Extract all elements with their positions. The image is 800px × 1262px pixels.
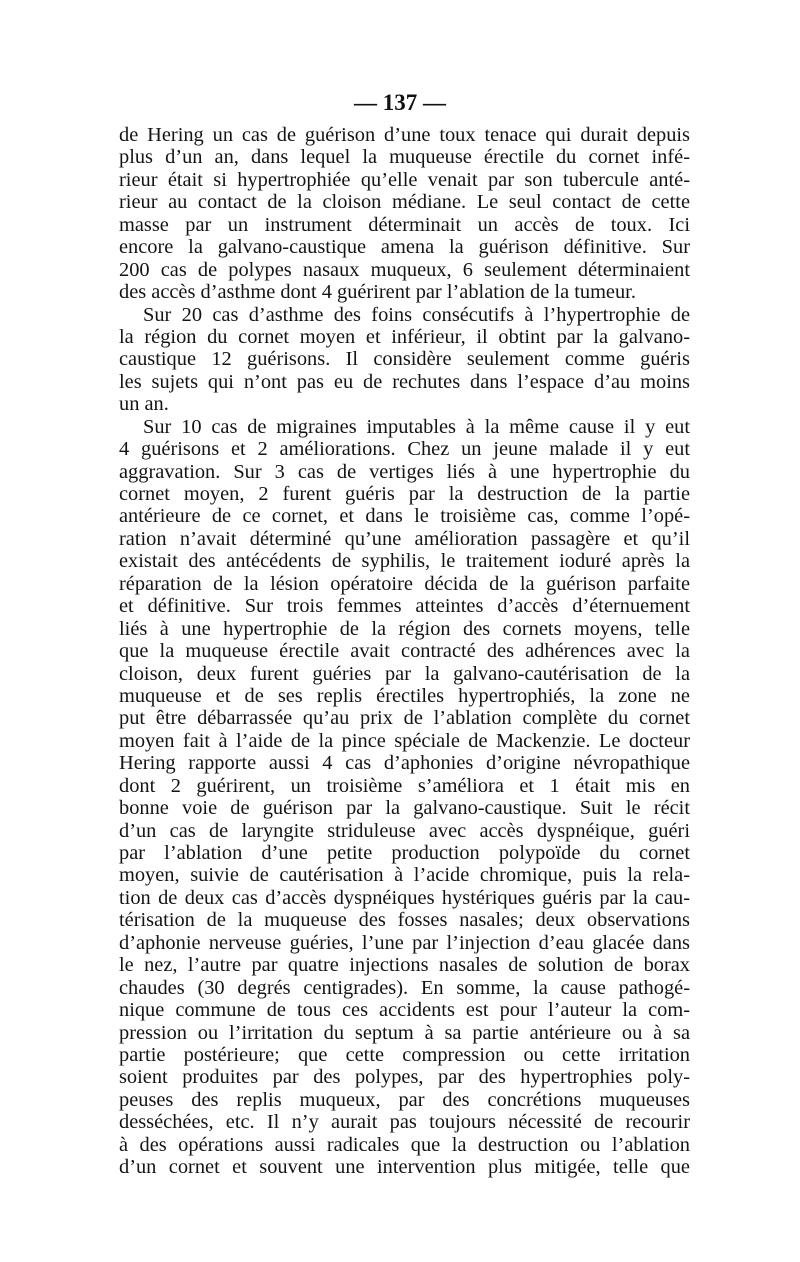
text-line: peuses des replis muqueux, par des concrétions muqueuses [119, 1088, 690, 1111]
text-line: tion de deux cas d’accès dyspnéiques hystériques guéris par la cau- [119, 886, 690, 909]
text-line: d’aphonie nerveuse guéries, l’une par l’injection d’eau glacée dans [119, 931, 690, 954]
text-line: 4 guérisons et 2 améliorations. Chez un jeune malade il y eut [119, 438, 690, 461]
text-line: d’un cornet et souvent une intervention plus mitigée, telle que [119, 1156, 690, 1179]
text-line: muqueuse et de ses replis érectiles hypertrophiés, la zone ne [119, 684, 690, 707]
text-line: d’un cas de laryngite striduleuse avec accès dyspnéique, guéri [119, 819, 690, 842]
text-line: réparation de la lésion opératoire décida de la guérison parfaite [119, 572, 690, 595]
text-line: plus d’un an, dans lequel la muqueuse érectile du cornet infé- [119, 146, 690, 169]
text-line: soient produites par des polypes, par des hypertrophies poly- [119, 1066, 690, 1089]
text-line: desséchées, etc. Il n’y aurait pas toujours nécessité de recourir [119, 1111, 690, 1134]
text-line: dont 2 guérirent, un troisième s’améliora et 1 était mis en [119, 774, 690, 797]
text-line: liés à une hypertrophie de la région des cornets moyens, telle [119, 617, 690, 640]
text-line: à des opérations aussi radicales que la destruction ou l’ablation [119, 1133, 690, 1156]
text-line: rieur au contact de la cloison médiane. Le seul contact de cette [119, 191, 690, 214]
text-line: antérieure de ce cornet, et dans le troisième cas, comme l’opé- [119, 505, 690, 528]
text-line: existait des antécédents de syphilis, le traitement ioduré après la [119, 550, 690, 573]
text-line: cornet moyen, 2 furent guéris par la destruction de la partie [119, 483, 690, 505]
text-line: aggravation. Sur 3 cas de vertiges liés à une hypertrophie du [119, 460, 690, 483]
text-line: moyen fait à l’aide de la pince spéciale de Mackenzie. Le docteur [119, 729, 690, 752]
text-line: chaudes (30 degrés centigrades). En somme, la cause pathogé- [119, 976, 690, 999]
text-line: put être débarrassée qu’au prix de l’ablation complète du cornet [119, 707, 690, 730]
text-line: le nez, l’autre par quatre injections nasales de solution de borax [119, 954, 690, 977]
text-line: masse par un instrument déterminait un accès de toux. Ici [119, 213, 690, 236]
body-text [119, 124, 690, 1179]
text-line: partie postérieure; que cette compression ou cette irritation [119, 1043, 690, 1066]
text-line: les sujets qui n’ont pas eu de rechutes dans l’espace d’au moins [119, 370, 690, 393]
text-line: nique commune de tous ces accidents est pour l’auteur la com- [119, 999, 690, 1022]
text-line: caustique 12 guérisons. Il considère seulement comme guéris [119, 348, 690, 371]
text-line: 200 cas de polypes nasaux muqueux, 6 seulement déterminaient [119, 258, 690, 281]
text-line: par l’ablation d’une petite production polypoïde du cornet [119, 842, 690, 864]
text-line: encore la galvano-caustique amena la guérison définitive. Sur [119, 236, 690, 259]
text-line: cloison, deux furent guéries par la galvano-cautérisation de la [119, 662, 690, 685]
text-line: des accès d’asthme dont 4 guérirent par l’ablation de la tumeur. [119, 281, 636, 304]
text-line: un an. [119, 393, 169, 416]
text-line: moyen, suivie de cautérisation à l’acide chromique, puis la rela- [119, 864, 690, 887]
text-line: et définitive. Sur trois femmes atteintes d’accès d’éternuement [119, 595, 690, 618]
text-line: pression ou l’irritation du septum à sa partie antérieure ou à sa [119, 1021, 690, 1044]
text-line: la région du cornet moyen et inférieur, il obtint par la galvano- [119, 325, 690, 348]
text-line: Hering rapporte aussi 4 cas d’aphonies d’origine névropathique [119, 752, 690, 775]
text-line: de Hering un cas de guérison d’une toux tenace qui durait depuis [119, 124, 690, 146]
text-line: rieur était si hypertrophiée qu’elle venait par son tubercule anté- [119, 168, 690, 191]
text-line: térisation de la muqueuse des fosses nasales; deux observations [119, 909, 690, 932]
text-line: ration n’avait déterminé qu’une amélioration passagère et qu’il [119, 527, 690, 550]
text-line: Sur 20 cas d’asthme des foins consécutifs à l’hypertrophie de [143, 303, 690, 326]
page-number: — 137 — [354, 90, 446, 115]
text-line: que la muqueuse érectile avait contracté des adhérences avec la [119, 640, 690, 663]
text-line: Sur 10 cas de migraines imputables à la même cause il y eut [143, 415, 690, 438]
text-line: bonne voie de guérison par la galvano-caustique. Suit le récit [119, 797, 690, 820]
